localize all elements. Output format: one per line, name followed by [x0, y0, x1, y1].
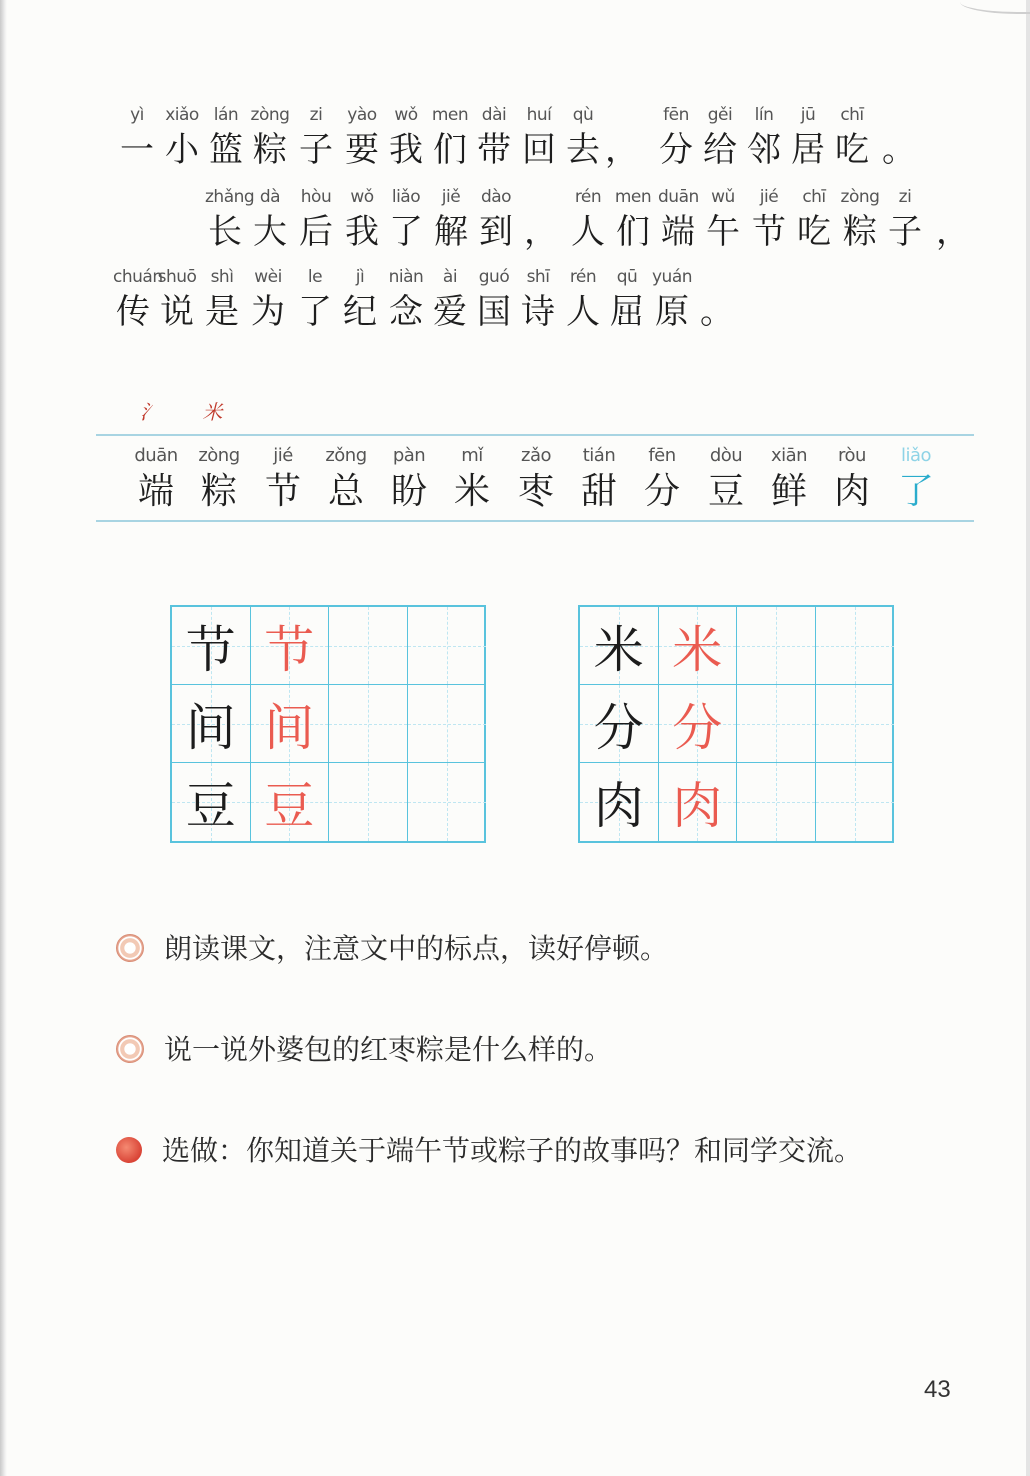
character-with-pinyin [520, 184, 560, 254]
hanzi: 人 [571, 212, 605, 252]
radical-water: 氵 [140, 400, 160, 424]
character-with-pinyin [134, 442, 178, 514]
trace-character: 豆 [264, 777, 315, 835]
hanzi: 给 [703, 130, 737, 170]
pinyin: mǐ [461, 445, 483, 466]
character-with-pinyin [794, 184, 834, 254]
punctuation: 。 [700, 292, 734, 332]
hanzi: 粽 [843, 212, 877, 252]
hanzi: 爱 [433, 292, 467, 332]
hanzi: 邻 [747, 130, 781, 170]
page-left-edge [0, 0, 7, 1476]
hanzi: 念 [389, 292, 423, 332]
character-with-pinyin [830, 442, 874, 514]
pinyin: zòng [250, 105, 290, 125]
hanzi: 子 [888, 212, 922, 252]
pinyin: rén [569, 267, 597, 287]
character-with-pinyin [744, 102, 784, 172]
pinyin: dòu [709, 445, 743, 466]
hanzi: 粽 [253, 130, 287, 170]
pinyin: le [307, 267, 323, 287]
character-with-pinyin [563, 102, 603, 172]
pinyin: wǔ [711, 187, 735, 207]
pinyin [601, 102, 641, 128]
writing-cell [408, 685, 487, 763]
character-with-pinyin [450, 442, 494, 514]
writing-cell [251, 763, 330, 841]
exercise-2-text: 说一说外婆包的红枣粽是什么样的。 [164, 1033, 613, 1066]
pinyin: liǎo [391, 187, 421, 207]
trace-character: 分 [672, 698, 723, 757]
hanzi: 我 [389, 130, 423, 170]
hanzi: 带 [477, 130, 511, 170]
character-with-pinyin [788, 102, 828, 172]
pinyin: dà [259, 187, 281, 207]
pinyin: zi [898, 187, 912, 207]
pinyin: liǎo [900, 445, 932, 466]
pinyin: shì [210, 267, 234, 287]
writing-cell [172, 685, 251, 763]
character-with-pinyin [767, 442, 811, 514]
hanzi: 了 [298, 292, 332, 332]
hanzi: 后 [299, 212, 333, 252]
hanzi: 解 [434, 212, 468, 252]
character-with-pinyin [568, 184, 608, 254]
hanzi: 小 [165, 130, 199, 170]
character-with-pinyin [157, 264, 197, 334]
character-with-pinyin [696, 264, 736, 334]
red-seal-icon [116, 1137, 142, 1163]
pinyin: wèi [254, 267, 282, 287]
character-with-pinyin [296, 184, 336, 254]
character-with-pinyin [613, 184, 653, 254]
pinyin: pàn [392, 445, 426, 466]
character-with-pinyin [514, 442, 558, 514]
hanzi: 国 [477, 292, 511, 332]
character-with-pinyin [932, 184, 972, 254]
hanzi: 豆 [707, 471, 744, 512]
writing-cell [580, 607, 659, 685]
character-with-pinyin [250, 102, 290, 172]
hanzi: 子 [299, 130, 333, 170]
character-with-pinyin [248, 264, 288, 334]
hanzi: 了 [389, 212, 423, 252]
hanzi: 端 [661, 212, 695, 252]
character-with-pinyin [197, 442, 241, 514]
character-with-pinyin [656, 102, 696, 172]
hanzi: 到 [479, 212, 513, 252]
writing-cell [659, 685, 738, 763]
character-with-pinyin [885, 184, 925, 254]
pinyin: jié [273, 445, 293, 466]
character-with-pinyin [342, 184, 382, 254]
writing-cell [172, 607, 251, 685]
writing-cell [329, 607, 408, 685]
pinyin: ròu [838, 445, 866, 466]
writing-grid-right [578, 605, 894, 843]
pinyin: niàn [388, 267, 424, 287]
character-with-pinyin [206, 102, 246, 172]
writing-cell [580, 685, 659, 763]
pinyin: guó [478, 267, 510, 287]
hanzi: 去 [566, 130, 600, 170]
pinyin: zi [309, 105, 323, 125]
trace-character: 节 [264, 620, 315, 679]
pinyin: chuán [113, 267, 163, 287]
character-with-pinyin [607, 264, 647, 334]
hanzi: 粽 [200, 471, 237, 512]
character-with-pinyin [474, 264, 514, 334]
pinyin: rén [574, 187, 602, 207]
radical-rice: 米 [202, 400, 223, 424]
character-with-pinyin [205, 184, 255, 254]
pinyin: qù [572, 105, 594, 125]
character-with-pinyin [518, 264, 558, 334]
pinyin: lín [754, 105, 774, 125]
character-with-pinyin [832, 102, 872, 172]
writing-grid-left [170, 605, 486, 843]
hanzi: 节 [264, 471, 301, 512]
writing-cell [659, 607, 738, 685]
pinyin: fēn [663, 105, 689, 125]
exercise-3-text: 选做：你知道关于端午节或粽子的故事吗？和同学交流。 [162, 1134, 863, 1167]
seal-icon [116, 934, 144, 962]
pinyin: zòng [198, 445, 240, 466]
hanzi: 吃 [835, 130, 869, 170]
pinyin: shuō [157, 267, 197, 287]
pinyin: ài [442, 267, 458, 287]
hanzi: 篮 [209, 130, 243, 170]
character-with-pinyin [704, 442, 748, 514]
character-with-pinyin [476, 184, 516, 254]
pinyin: zǎo [521, 445, 551, 466]
hanzi: 端 [137, 471, 174, 512]
pinyin: gěi [707, 105, 733, 125]
hanzi: 诗 [521, 292, 555, 332]
character-with-pinyin [431, 184, 471, 254]
character-with-pinyin [386, 184, 426, 254]
pinyin: xiān [770, 445, 808, 466]
hanzi: 传 [116, 292, 150, 332]
hanzi: 大 [253, 212, 287, 252]
hanzi: 总 [327, 471, 364, 512]
pinyin: yì [130, 105, 144, 125]
page-number: 43 [924, 1376, 951, 1403]
pinyin: tián [582, 445, 616, 466]
character-with-pinyin [700, 102, 740, 172]
punctuation: 。 [882, 130, 916, 170]
hanzi: 屈 [610, 292, 644, 332]
character-with-pinyin [601, 102, 641, 172]
pinyin: duān [658, 187, 699, 207]
hanzi: 们 [433, 130, 467, 170]
writing-cell [251, 607, 330, 685]
pinyin: zhǎng [205, 187, 255, 207]
character-with-pinyin [840, 184, 880, 254]
pinyin [878, 102, 918, 128]
hanzi: 鲜 [770, 471, 807, 512]
pinyin: xiǎo [165, 105, 199, 125]
pinyin: jì [355, 267, 365, 287]
hanzi: 米 [453, 471, 490, 512]
pinyin: jiě [441, 187, 461, 207]
character-with-pinyin [577, 442, 621, 514]
hanzi: 午 [706, 212, 740, 252]
writing-cell [172, 763, 251, 841]
hanzi: 纪 [343, 292, 377, 332]
hanzi: 一 [120, 130, 154, 170]
hanzi: 们 [616, 212, 650, 252]
pinyin: men [614, 187, 652, 207]
character-with-pinyin [474, 102, 514, 172]
character-with-pinyin [386, 102, 426, 172]
character-with-pinyin [342, 102, 382, 172]
writing-cell [737, 763, 816, 841]
character-with-pinyin [430, 264, 470, 334]
model-character: 节 [185, 620, 236, 679]
character-with-pinyin [563, 264, 603, 334]
trace-character: 间 [264, 698, 315, 757]
hanzi: 原 [655, 292, 689, 332]
character-with-pinyin [386, 264, 426, 334]
hanzi: 我 [345, 212, 379, 252]
writing-cell [329, 685, 408, 763]
model-character: 豆 [185, 777, 236, 835]
hanzi: 居 [791, 130, 825, 170]
punctuation: ， [524, 212, 558, 252]
pinyin: huí [526, 105, 552, 125]
pinyin: zǒng [325, 445, 367, 466]
new-characters-top-rule [96, 434, 974, 436]
hanzi: 说 [160, 292, 194, 332]
pinyin [520, 184, 560, 210]
page-corner-curl [960, 0, 1030, 14]
pinyin: jū [800, 105, 816, 125]
writing-cell [659, 763, 738, 841]
hanzi: 人 [566, 292, 600, 332]
writing-cell [737, 607, 816, 685]
pinyin [696, 264, 736, 290]
character-with-pinyin [387, 442, 431, 514]
hanzi: 甜 [580, 471, 617, 512]
page-right-edge [1026, 0, 1030, 1476]
character-with-pinyin [749, 184, 789, 254]
punctuation: ， [936, 212, 970, 252]
character-with-pinyin [640, 442, 684, 514]
pinyin: duān [134, 445, 178, 466]
hanzi: 回 [522, 130, 556, 170]
model-character: 间 [185, 698, 236, 757]
character-with-pinyin [202, 264, 242, 334]
exercise-2 [116, 1028, 612, 1068]
pinyin: chī [840, 105, 864, 125]
radical-hints [140, 396, 258, 425]
pinyin [932, 184, 972, 210]
pinyin: dài [481, 105, 507, 125]
character-with-pinyin [261, 442, 305, 514]
hanzi: 了 [897, 471, 934, 512]
character-with-pinyin [878, 102, 918, 172]
hanzi: 是 [205, 292, 239, 332]
hanzi: 分 [643, 471, 680, 512]
hanzi: 要 [345, 130, 379, 170]
writing-cell [816, 763, 895, 841]
character-with-pinyin [894, 442, 938, 514]
character-with-pinyin [430, 102, 470, 172]
character-with-pinyin [295, 264, 335, 334]
character-with-pinyin [652, 264, 692, 334]
pinyin: wǒ [394, 105, 418, 125]
character-with-pinyin [658, 184, 698, 254]
pinyin: lán [213, 105, 239, 125]
pinyin: chī [802, 187, 826, 207]
character-with-pinyin [117, 102, 157, 172]
trace-character: 米 [672, 620, 723, 679]
exercise-3 [116, 1129, 862, 1169]
pinyin: hòu [300, 187, 332, 207]
exercise-1 [116, 927, 668, 967]
hanzi: 肉 [833, 471, 870, 512]
hanzi: 吃 [797, 212, 831, 252]
pinyin: men [431, 105, 469, 125]
writing-cell [329, 763, 408, 841]
model-character: 分 [593, 698, 644, 757]
hanzi: 盼 [390, 471, 427, 512]
writing-cell [408, 763, 487, 841]
writing-cell [408, 607, 487, 685]
hanzi: 为 [251, 292, 285, 332]
character-with-pinyin [250, 184, 290, 254]
new-characters-bottom-rule [96, 520, 974, 522]
pinyin: wǒ [350, 187, 374, 207]
pinyin: yào [347, 105, 377, 125]
seal-icon [116, 1035, 144, 1063]
pinyin: dào [480, 187, 512, 207]
punctuation: ， [605, 130, 639, 170]
pinyin: qū [616, 267, 638, 287]
writing-cell [816, 607, 895, 685]
pinyin: fēn [648, 445, 676, 466]
model-character: 米 [593, 620, 644, 679]
hanzi: 枣 [517, 471, 554, 512]
character-with-pinyin [296, 102, 336, 172]
pinyin: yuán [652, 267, 693, 287]
trace-character: 肉 [672, 777, 723, 835]
model-character: 肉 [593, 777, 644, 835]
hanzi: 长 [208, 212, 242, 252]
character-with-pinyin [340, 264, 380, 334]
writing-cell [737, 685, 816, 763]
character-with-pinyin [113, 264, 163, 334]
character-with-pinyin [324, 442, 368, 514]
exercise-1-text: 朗读课文，注意文中的标点，读好停顿。 [164, 932, 669, 965]
character-with-pinyin [519, 102, 559, 172]
character-with-pinyin [703, 184, 743, 254]
pinyin: jié [759, 187, 779, 207]
writing-cell [816, 685, 895, 763]
character-with-pinyin [162, 102, 202, 172]
writing-cell [580, 763, 659, 841]
writing-cell [251, 685, 330, 763]
pinyin: shī [526, 267, 550, 287]
pinyin: zòng [840, 187, 880, 207]
hanzi: 节 [752, 212, 786, 252]
hanzi: 分 [659, 130, 693, 170]
